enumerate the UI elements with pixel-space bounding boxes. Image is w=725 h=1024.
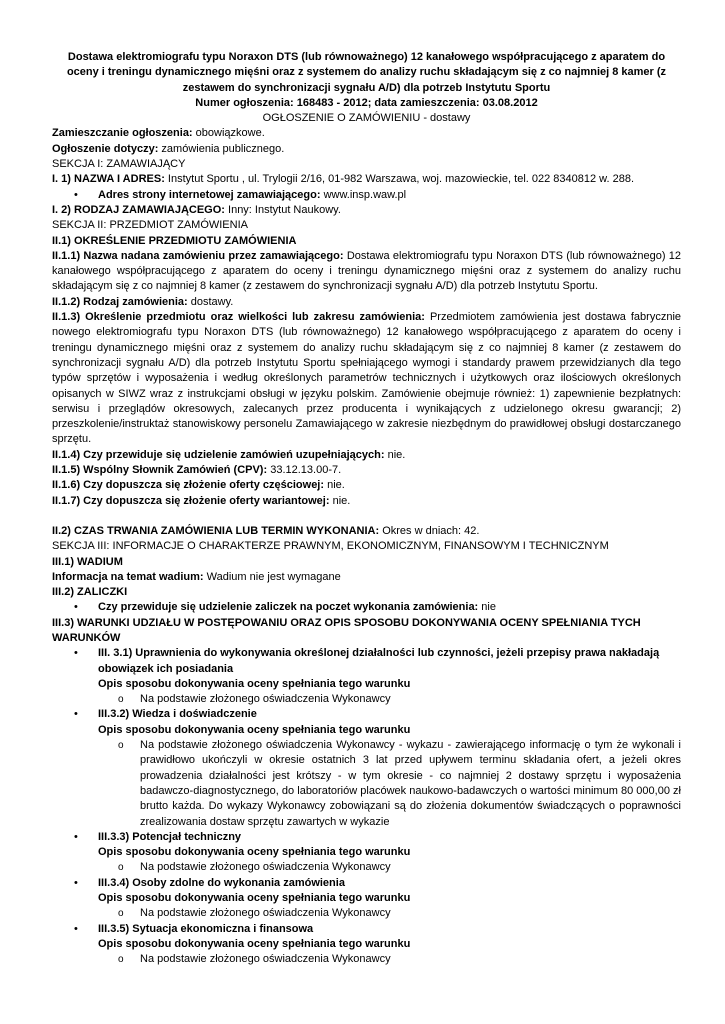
- meta-dotyczy-value: zamówienia publicznego.: [161, 142, 285, 155]
- condition-title: III.3.4) Osoby zdolne do wykonania zamówienia: [98, 876, 345, 889]
- s3-wadium-info: [52, 570, 681, 585]
- s3-warunki-label: III.3) WARUNKI UDZIAŁU W POSTĘPOWANIU ORAZ OPIS SPOSOBU DOKONYWANIA OCENY SPEŁNIANIA TYCH WARUNKÓW: [52, 616, 641, 644]
- conditions-list: [52, 646, 681, 967]
- s2-czas: [52, 524, 681, 539]
- condition-title: III.3.5) Sytuacja ekonomiczna i finansowa: [98, 922, 314, 935]
- s3-wadium-info-label: Informacja na temat wadium:: [52, 570, 204, 583]
- s2-nazwa-value: Dostawa elektromiografu typu Noraxon DTS (lub równoważnego) 12 kanałowego współpracującego z aparatem do oceny i treningu dynamicznego mięśni oraz z systemem do analizy ruchu składającym się z co najmniej 8 kamer (z zestawem do synchronizacji sygnału A/D) dla potrzeb Instytutu Sportu.: [52, 249, 682, 293]
- s3-zaliczki-q-label: Czy przewiduje się udzielenie zaliczek na poczet wykonania zamówienia:: [98, 601, 479, 614]
- condition-title: III.3.3) Potencjał techniczny: [98, 830, 242, 843]
- condition-item: [52, 830, 681, 845]
- s2-okreslenie: [52, 234, 681, 249]
- s1-nazwa: [52, 172, 681, 187]
- condition-opis-label: Opis sposobu dokonywania oceny spełniania tego warunku: [98, 677, 411, 690]
- s1-rodzaj-value: Inny: Instytut Naukowy.: [228, 203, 341, 216]
- meta-zamieszczanie-value: obowiązkowe.: [195, 127, 265, 140]
- section-2-heading: SEKCJA II: PRZEDMIOT ZAMÓWIENIA: [52, 219, 248, 232]
- s1-nazwa-value: Instytut Sportu , ul. Trylogii 2/16, 01-982 Warszawa, woj. mazowieckie, tel. 022 8340812 w. 288.: [167, 173, 635, 186]
- s2-cpv: [52, 463, 681, 478]
- s3-zaliczki-item: [52, 600, 681, 615]
- s2-wariant-label: II.1.7) Czy dopuszcza się złożenie oferty wariantowej:: [52, 494, 330, 507]
- condition-opis-label: Opis sposobu dokonywania oceny spełniania tego warunku: [98, 723, 411, 736]
- s3-zaliczki: [52, 585, 681, 600]
- condition-subitem: o Na podstawie złożonego oświadczenia Wykonawcy: [52, 860, 681, 875]
- s1-www-item: [52, 188, 681, 203]
- meta-dotyczy-label: Ogłoszenie dotyczy:: [52, 142, 159, 155]
- s2-nazwa-label: II.1.1) Nazwa nadana zamówieniu przez zamawiającego:: [52, 249, 344, 262]
- condition-item: [52, 707, 681, 722]
- meta-zamieszczanie: [52, 126, 681, 141]
- s2-czas-value: Okres w dniach: 42.: [382, 524, 480, 537]
- meta-dotyczy: [52, 142, 681, 157]
- s2-czesc: [52, 478, 681, 493]
- s3-zaliczki-list: [52, 600, 681, 615]
- condition-opis-label: Opis sposobu dokonywania oceny spełniania tego warunku: [98, 937, 411, 950]
- meta-zamieszczanie-label: Zamieszczanie ogłoszenia:: [52, 127, 193, 140]
- s2-opis-label: II.1.3) Określenie przedmiotu oraz wielkości lub zakresu zamówienia:: [52, 311, 425, 324]
- section-1-heading: SEKCJA I: ZAMAWIAJĄCY: [52, 158, 186, 171]
- s2-czesc-label: II.1.6) Czy dopuszcza się złożenie oferty częściowej:: [52, 479, 325, 492]
- s2-wariant-value: nie.: [332, 494, 351, 507]
- announcement-type: OGŁOSZENIE O ZAMÓWIENIU - dostawy: [262, 112, 471, 125]
- announcement-number: Numer ogłoszenia: 168483 - 2012; data zamieszczenia: 03.08.2012: [195, 96, 538, 109]
- s1-rodzaj: [52, 203, 681, 218]
- s2-rodzaj: [52, 295, 681, 310]
- s1-www-value: www.insp.waw.pl: [323, 188, 407, 201]
- s1-nazwa-label: I. 1) NAZWA I ADRES:: [52, 173, 165, 186]
- condition-subitem: o Na podstawie złożonego oświadczenia Wykonawcy - wykazu - zawierającego informację o tym że wykonali i prawidłowo ukończyli w okresie ostatnich 3 lat przed upływem terminu składania ofert, a jeżeli okres prowadzenia działalności jest krótszy - w tym okresie - co najmniej 2 dostawy sprzętu i wyposażenia badawczo-diagnostycznego, do laboratoriów placówek naukowo-badawczych o wartości minimum 80 000,00 zł brutto każda. Do wykazy Wykonawcy zobowiązani są do złożenia dokumentów świadczących o poprawności zrealizowania dostaw sprzętu zawartych w wykazie: [52, 738, 681, 830]
- s2-opis-value: Przedmiotem zamówienia jest dostawa fabrycznie nowego elektromiografu typu Noraxon DTS (lub równoważnego) 12 kanałowego współpracującego z aparatem do oceny i treningu dynamicznego mięśni oraz z systemem do analizy ruchu składającym się z co najmniej 8 kamer (z zestawem do synchronizacji sygnału A/D) dla potrzeb Instytutu Sportu spełniającego wymogi i standardy prawem przewidzianych dla tego typów sprzętów i wyposażenia i według określonych parametrów technicznych i użytkowych oraz ilościowych określonych opisanych w SIWZ wraz z instrukcjami obsługi w języku polskim. Zamówienie obejmuje również: 1) zapewnienie bezpłatnych: serwisu i przeglądów okresowych, zalecanych przez producenta i wynikających z udzielonego okresu gwarancji; 2) przeszkolenie/instruktaż stanowiskowy personelu Zamawiającego w zakresie niezbędnym do prawidłowej obsługi dostarczanego sprzętu.: [52, 311, 682, 446]
- s3-zaliczki-q-value: nie: [481, 601, 496, 614]
- s2-cpv-label: II.1.5) Wspólny Słownik Zamówień (CPV):: [52, 464, 268, 477]
- s3-zaliczki-label: III.2) ZALICZKI: [52, 586, 128, 599]
- s3-wadium-label: III.1) WADIUM: [52, 555, 123, 568]
- condition-subitem: o Na podstawie złożonego oświadczenia Wykonawcy: [52, 906, 681, 921]
- condition-title: III.3.2) Wiedza i doświadczenie: [98, 708, 257, 721]
- s2-uzup-label: II.1.4) Czy przewiduje się udzielenie zamówień uzupełniających:: [52, 448, 385, 461]
- s1-www-list: [52, 188, 681, 203]
- s1-rodzaj-label: I. 2) RODZAJ ZAMAWIAJĄCEGO:: [52, 203, 225, 216]
- s2-nazwa: [52, 249, 681, 295]
- section-3-heading: SEKCJA III: INFORMACJE O CHARAKTERZE PRAWNYM, EKONOMICZNYM, FINANSOWYM I TECHNICZNYM: [52, 540, 609, 553]
- s2-cpv-value: 33.12.13.00-7.: [270, 464, 342, 477]
- s3-wadium-info-value: Wadium nie jest wymagane: [206, 570, 341, 583]
- condition-opis-label: Opis sposobu dokonywania oceny spełniania tego warunku: [98, 892, 411, 905]
- condition-item: [52, 876, 681, 891]
- condition-item: [52, 646, 681, 677]
- s2-czas-label: II.2) CZAS TRWANIA ZAMÓWIENIA LUB TERMIN WYKONANIA:: [52, 524, 380, 537]
- s2-czesc-value: nie.: [327, 479, 345, 492]
- condition-item: [52, 922, 681, 937]
- condition-opis-label: Opis sposobu dokonywania oceny spełniania tego warunku: [98, 846, 411, 859]
- s2-uzup-value: nie.: [387, 448, 406, 461]
- condition-subitem: o Na podstawie złożonego oświadczenia Wykonawcy: [52, 692, 681, 707]
- s2-wariant: [52, 494, 681, 509]
- s2-rodzaj-label: II.1.2) Rodzaj zamówienia:: [52, 295, 188, 308]
- document-title: Dostawa elektromiografu typu Noraxon DTS (lub równoważnego) 12 kanałowego współpracującego z aparatem do oceny i treningu dynamicznego mięśni oraz z systemem do analizy ruchu składającym się z co najmniej 8 kamer (z zestawem do synchronizacji sygnału A/D) dla potrzeb Instytutu Sportu: [66, 51, 667, 94]
- condition-title: III. 3.1) Uprawnienia do wykonywania określonej działalności lub czynności, jeżeli przepisy prawa nakładają obowiązek ich posiadania: [98, 647, 660, 675]
- condition-subitem: o Na podstawie złożonego oświadczenia Wykonawcy: [52, 952, 681, 967]
- s3-wadium: [52, 555, 681, 570]
- s2-uzup: [52, 448, 681, 463]
- s2-rodzaj-value: dostawy.: [190, 295, 234, 308]
- spacer: [52, 509, 681, 524]
- s2-okreslenie-label: II.1) OKREŚLENIE PRZEDMIOTU ZAMÓWIENIA: [52, 234, 297, 247]
- s2-opis: [52, 310, 681, 448]
- s1-www-label: Adres strony internetowej zamawiającego:: [98, 188, 321, 201]
- s3-warunki: [52, 616, 681, 647]
